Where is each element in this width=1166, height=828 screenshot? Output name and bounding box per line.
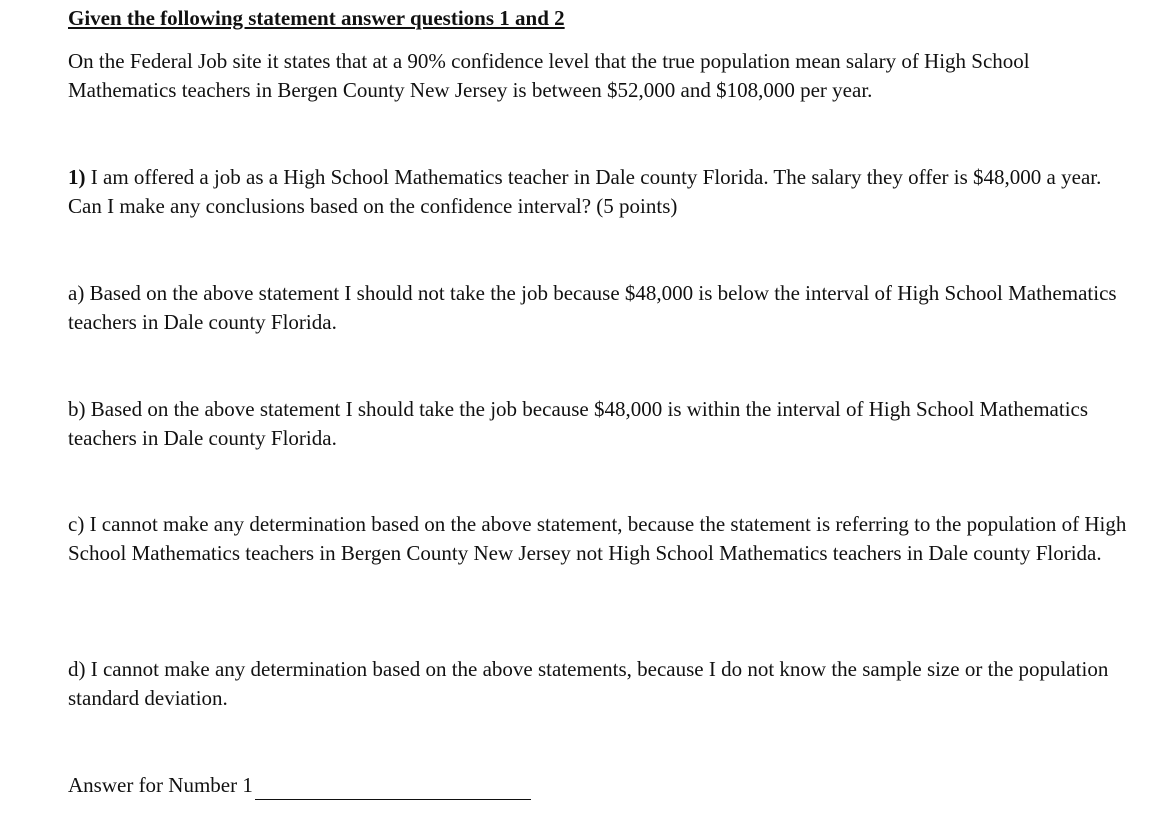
option-b: b) Based on the above statement I should take the job because $48,000 is within the interval of High School Mathematics teachers in Dale county Florida. xyxy=(68,397,1089,450)
option-c: c) I cannot make any determination based on the above statement, because the statement is referring to the population of High School Mathematics teachers in Bergen County New Jersey not High School Mathematics teachers in Dale county Florida. xyxy=(68,512,1127,565)
answer-blank-line[interactable] xyxy=(255,779,531,800)
answer-label: Answer for Number 1 xyxy=(68,773,253,797)
section-heading: Given the following statement answer questions 1 and 2 xyxy=(68,6,565,30)
question-1-number: 1) xyxy=(68,165,86,189)
answer-row xyxy=(68,771,531,800)
option-a: a) Based on the above statement I should not take the job because $48,000 is below the interval of High School Mathematics teachers in Dale county Florida. xyxy=(68,281,1117,334)
question-1-text: I am offered a job as a High School Mathematics teacher in Dale county Florida. The salary they offer is $48,000 a year. Can I make any conclusions based on the confidence interval? (5 points) xyxy=(68,165,1102,218)
question-1 xyxy=(68,163,1128,221)
option-d: d) I cannot make any determination based on the above statements, because I do not know the sample size or the population standard deviation. xyxy=(68,657,1109,710)
intro-statement: On the Federal Job site it states that at a 90% confidence level that the true population mean salary of High School Mathematics teachers in Bergen County New Jersey is between $52,000 and $108,000 per year. xyxy=(68,49,1030,102)
